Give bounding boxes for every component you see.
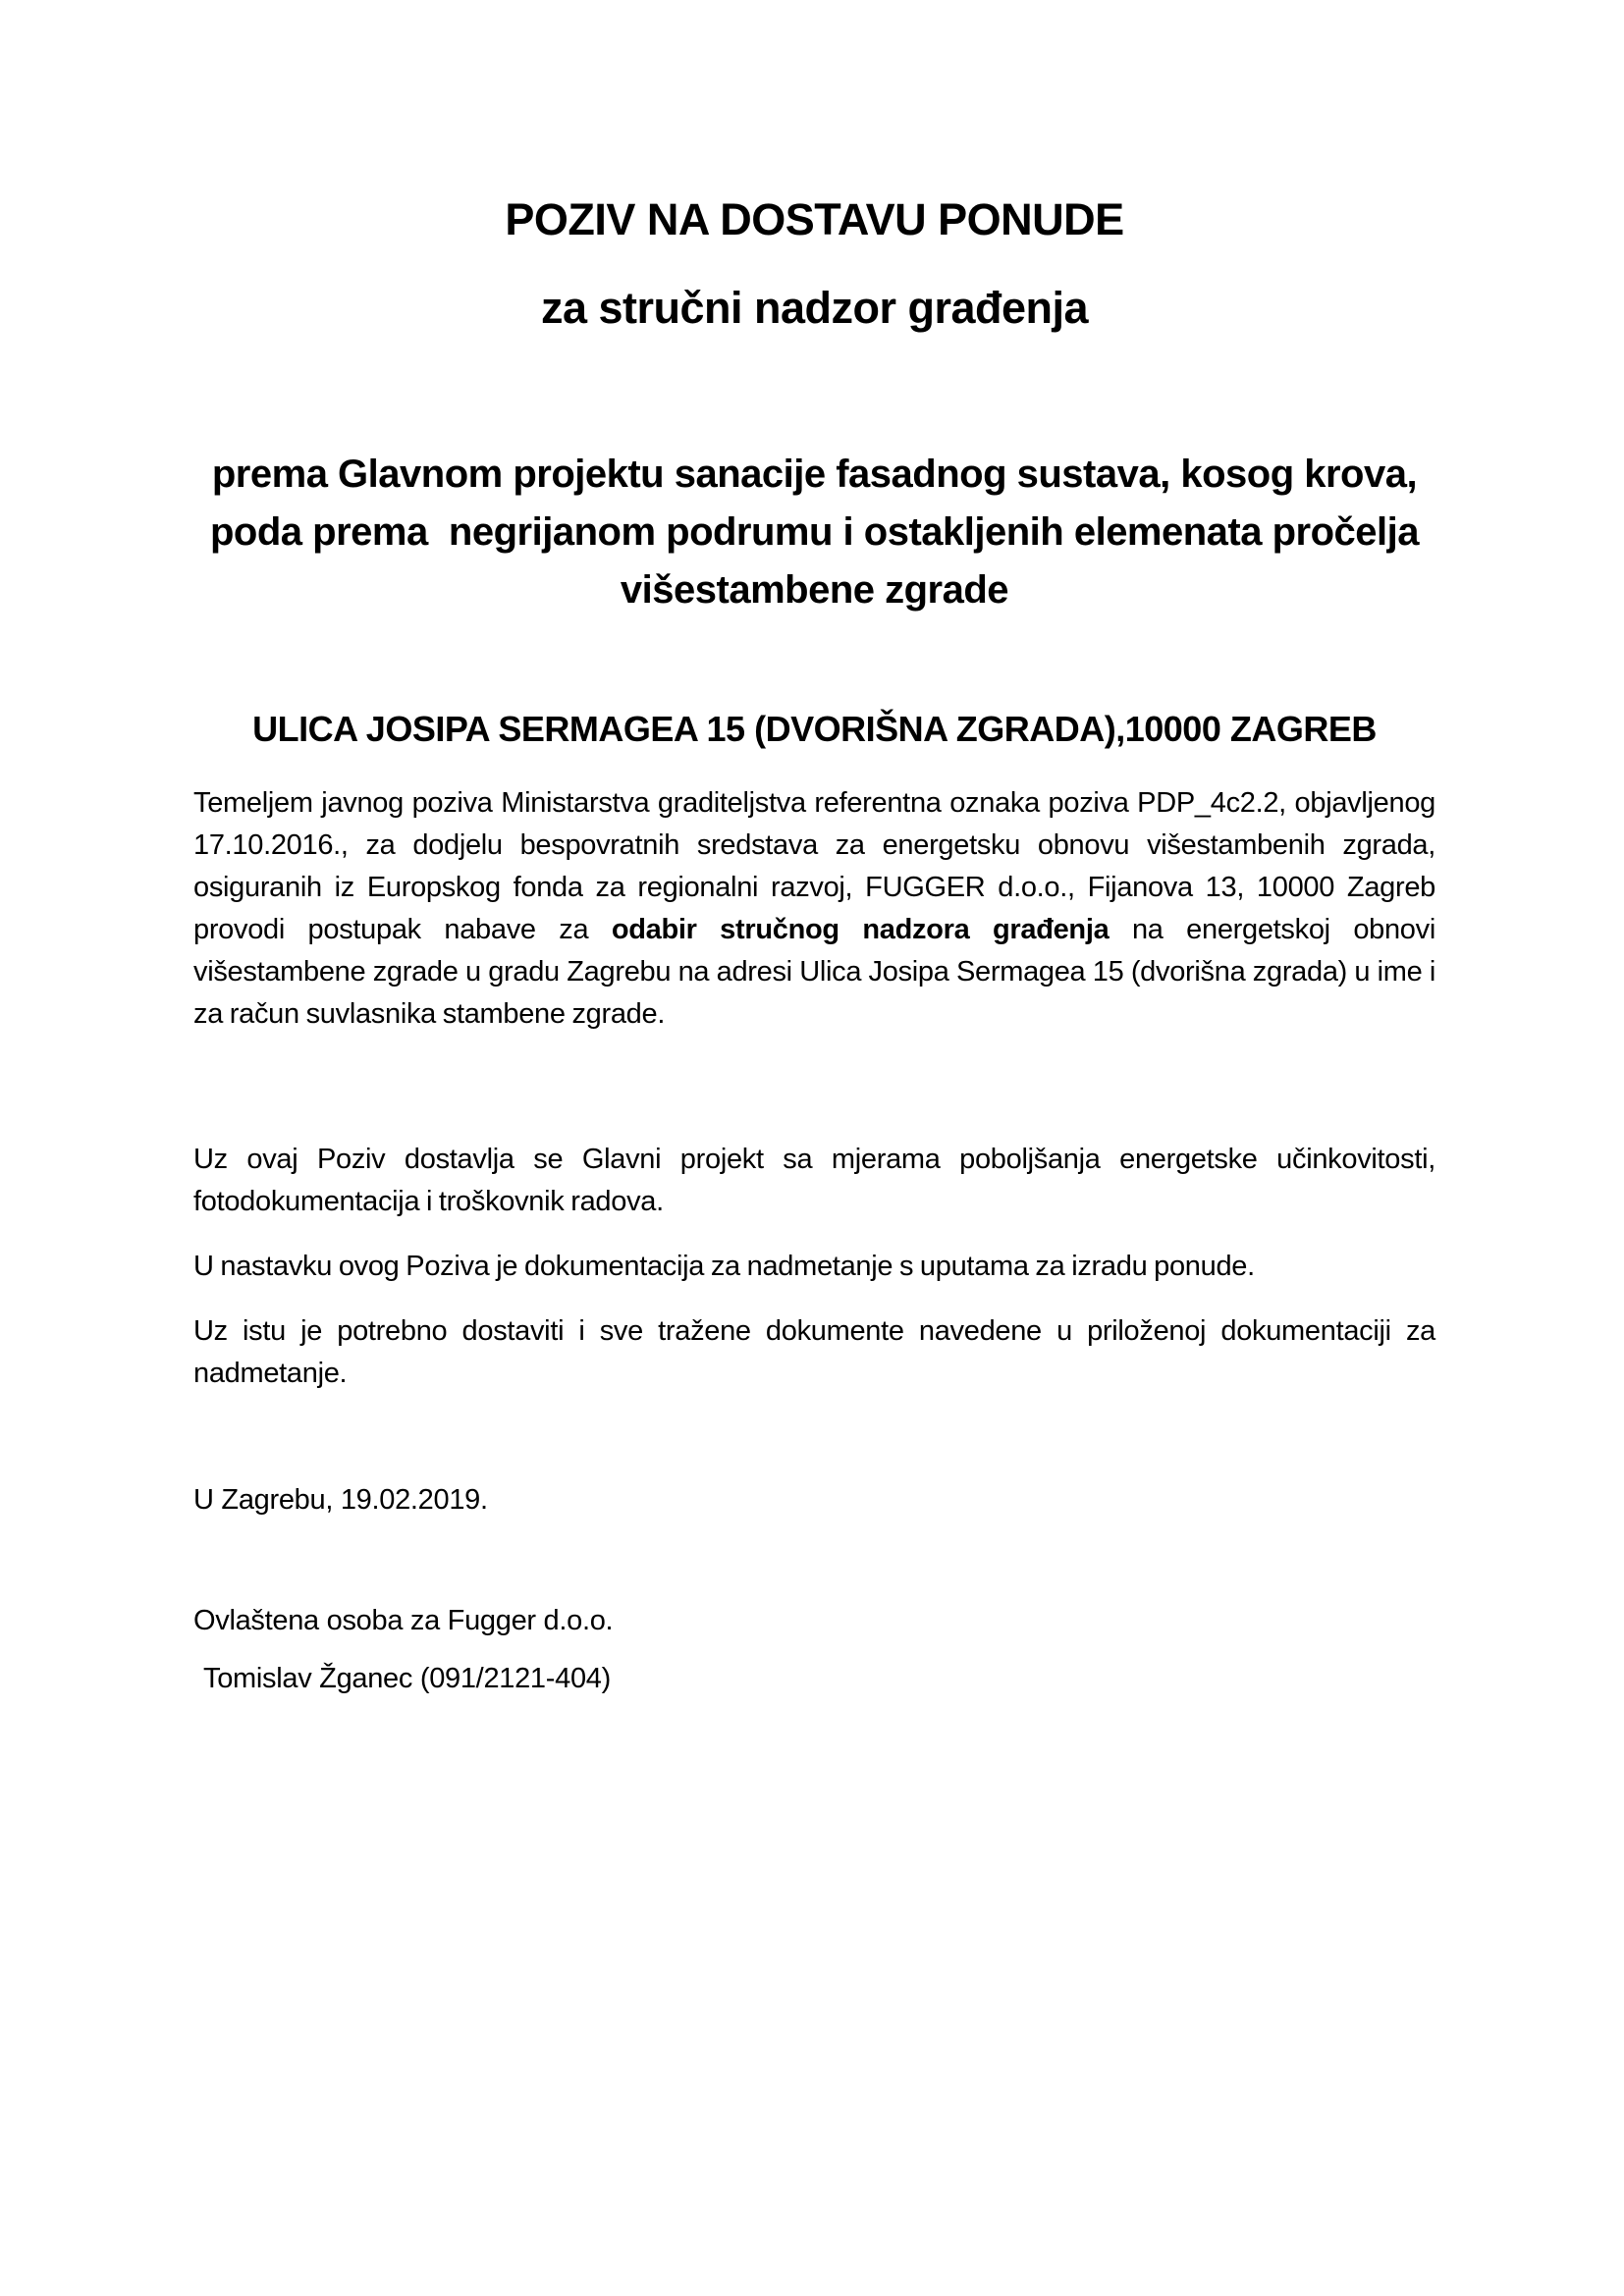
intro-paragraph bbox=[193, 782, 1435, 1036]
intro-text-before: Temeljem javnog poziva Ministarstva graditeljstva referentna oznaka poziva PDP_4c2.2, objavljenog 17.10.2016., za dodjelu bespovratnih sredstava za energetsku obnovu višestambenih zgrada, osiguranih iz Europskog fonda za regionalni razvoj, FUGGER d.o.o., Fijanova 13, 10000 Zagreb provodi postupak nabave za bbox=[193, 787, 1435, 945]
paragraph-required-documents: Uz istu je potrebno dostaviti i sve tražene dokumente navedene u priloženoj dokumentaciji za nadmetanje. bbox=[193, 1315, 1435, 1389]
subject-heading bbox=[193, 446, 1435, 619]
paragraph-attachments: Uz ovaj Poziv dostavlja se Glavni projekt sa mjerama poboljšanja energetske učinkovitosti, fotodokumentacija i troškovnik radova. bbox=[193, 1144, 1435, 1217]
address-heading: ULICA JOSIPA SERMAGEA 15 (DVORIŠNA ZGRADA),10000 ZAGREB bbox=[252, 709, 1377, 749]
page-title: POZIV NA DOSTAVU PONUDE bbox=[505, 194, 1124, 244]
subject-heading-line: prema Glavnom projektu sanacije fasadnog sustava, kosog krova, bbox=[211, 453, 1418, 496]
subject-heading-line: višestambene zgrade bbox=[620, 568, 1009, 612]
date-line: U Zagrebu, 19.02.2019. bbox=[193, 1484, 488, 1516]
page-subtitle: za stručni nadzor građenja bbox=[540, 283, 1089, 333]
intro-text-after: na energetskoj obnovi višestambene zgrade u gradu Zagrebu na adresi Ulica Josipa Sermagea 15 (dvorišna zgrada) u ime i za račun suvlasnika stambene zgrade. bbox=[193, 914, 1435, 1030]
signature-name-line: Tomislav Žganec (091/2121-404) bbox=[203, 1663, 611, 1694]
signature-role-line: Ovlaštena osoba za Fugger d.o.o. bbox=[193, 1605, 614, 1636]
procurement-subject-bold-text: odabir stručnog nadzora građenja bbox=[611, 914, 1110, 945]
subject-heading-line: poda prema negrijanom podrumu i ostakljenih elemenata pročelja bbox=[209, 510, 1420, 554]
paragraph-tender-documentation: U nastavku ovog Poziva je dokumentacija za nadmetanje s uputama za izradu ponude. bbox=[193, 1251, 1255, 1282]
